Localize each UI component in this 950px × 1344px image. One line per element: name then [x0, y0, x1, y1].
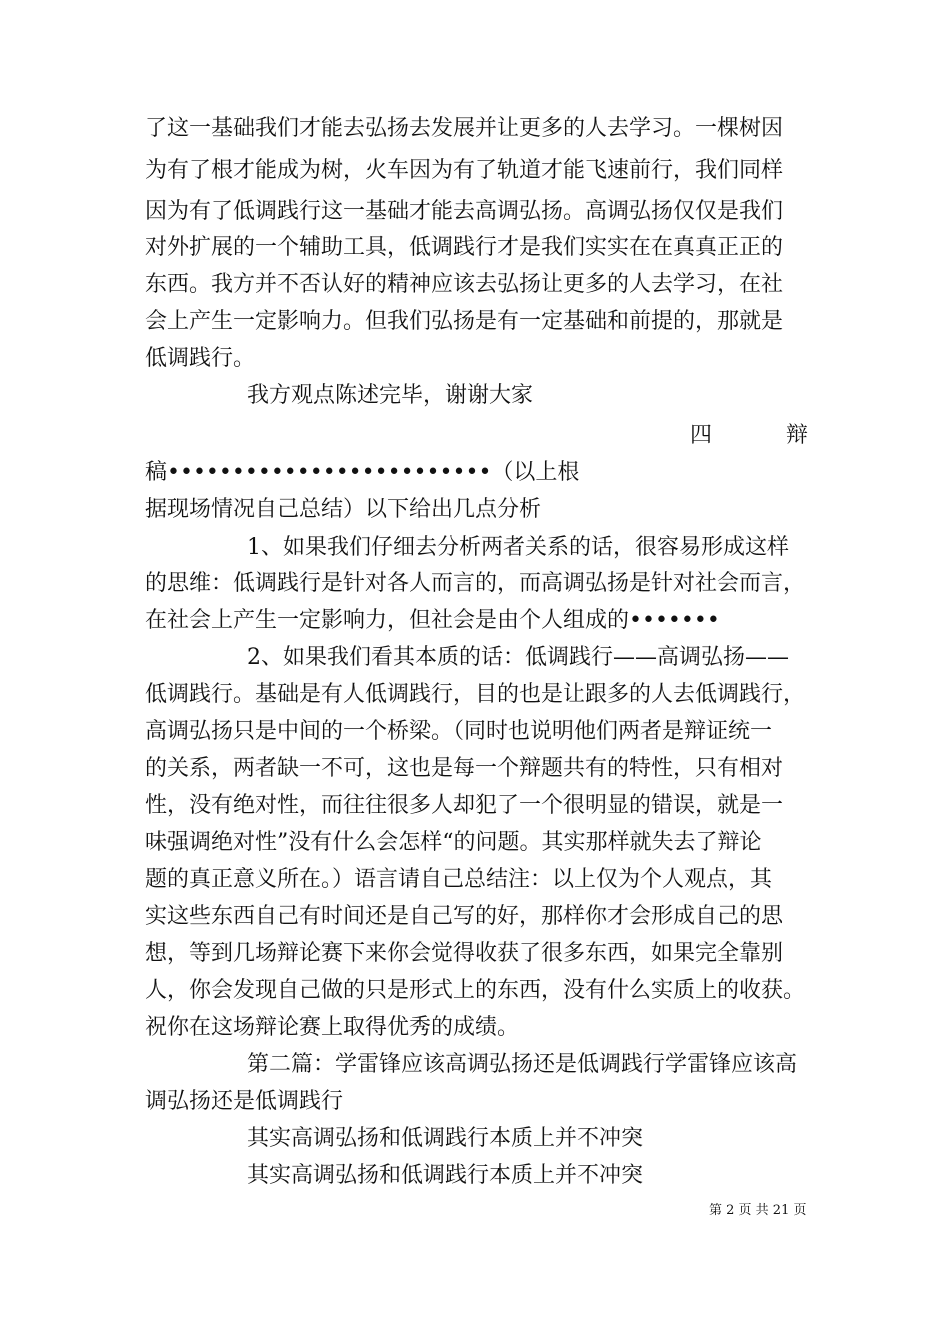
text-line: 祝你在这场辩论赛上取得优秀的成绩。 — [145, 1015, 520, 1040]
section-title: 第二篇：学雷锋应该高调弘扬还是低调践行学雷锋应该高 — [247, 1052, 798, 1077]
text-line: 了这一基础我们才能去弘扬去发展并让更多的人去学习。一棵树因 — [145, 116, 784, 141]
text-line: 人，你会发现自己做的只是形式上的东西，没有什么实质上的收获。 — [145, 978, 806, 1003]
text-line: 对外扩展的一个辅助工具，低调践行才是我们实实在在真真正正的 — [145, 235, 784, 260]
section-heading-right — [690, 421, 808, 451]
closing-statement: 我方观点陈述完毕，谢谢大家 — [247, 383, 534, 408]
text-line: 调弘扬还是低调践行 — [145, 1089, 344, 1114]
text-line: 稿•••••••••••••••••••••••••（以上根 — [145, 460, 580, 485]
heading-char-2: 辩 — [785, 423, 808, 448]
analysis-point-2: 2、如果我们看其本质的话：低调践行——高调弘扬—— — [247, 645, 789, 670]
text-line: 会上产生一定影响力。但我们弘扬是有一定基础和前提的，那就是 — [145, 309, 784, 334]
text-line: 在社会上产生一定影响力，但社会是由个人组成的••••••• — [145, 608, 720, 633]
heading-char-1: 四 — [690, 423, 713, 448]
analysis-point-1: 1、如果我们仔细去分析两者关系的话，很容易形成这样 — [247, 535, 789, 560]
text-line: 低调践行。基础是有人低调践行，目的也是让跟多的人去低调践行， — [145, 682, 806, 707]
text-line: 其实高调弘扬和低调践行本质上并不冲突 — [247, 1163, 644, 1188]
text-line: 其实高调弘扬和低调践行本质上并不冲突 — [247, 1126, 644, 1151]
text-line: 性，没有绝对性，而往往很多人却犯了一个很明显的错误，就是一 — [145, 793, 784, 818]
text-line: 据现场情况自己总结）以下给出几点分析 — [145, 497, 542, 522]
text-line: 味强调绝对性”没有什么会怎样“的问题。其实那样就失去了辩论 — [145, 830, 762, 855]
text-line: 的思维：低调践行是针对各人而言的，而高调弘扬是针对社会而言， — [145, 571, 806, 596]
text-line: 低调践行。 — [145, 346, 256, 371]
text-line: 因为有了低调践行这一基础才能去高调弘扬。高调弘扬仅仅是我们 — [145, 199, 784, 224]
text-line: 东西。我方并不否认好的精神应该去弘扬让更多的人去学习，在社 — [145, 272, 784, 297]
text-line: 的关系，两者缺一不可，这也是每一个辩题共有的特性，只有相对 — [145, 756, 784, 781]
page-number: 第 2 页 共 21 页 — [709, 1203, 807, 1218]
text-line: 实这些东西自己有时间还是自己写的好，那样你才会形成自己的思 — [145, 904, 784, 929]
text-line: 高调弘扬只是中间的一个桥梁。（同时也说明他们两者是辩证统一 — [145, 719, 773, 744]
text-line: 为有了根才能成为树，火车因为有了轨道才能飞速前行，我们同样 — [145, 158, 784, 183]
text-line: 题的真正意义所在。）语言请自己总结注：以上仅为个人观点，其 — [145, 867, 773, 892]
text-line: 想，等到几场辩论赛下来你会觉得收获了很多东西，如果完全靠别 — [145, 941, 784, 966]
